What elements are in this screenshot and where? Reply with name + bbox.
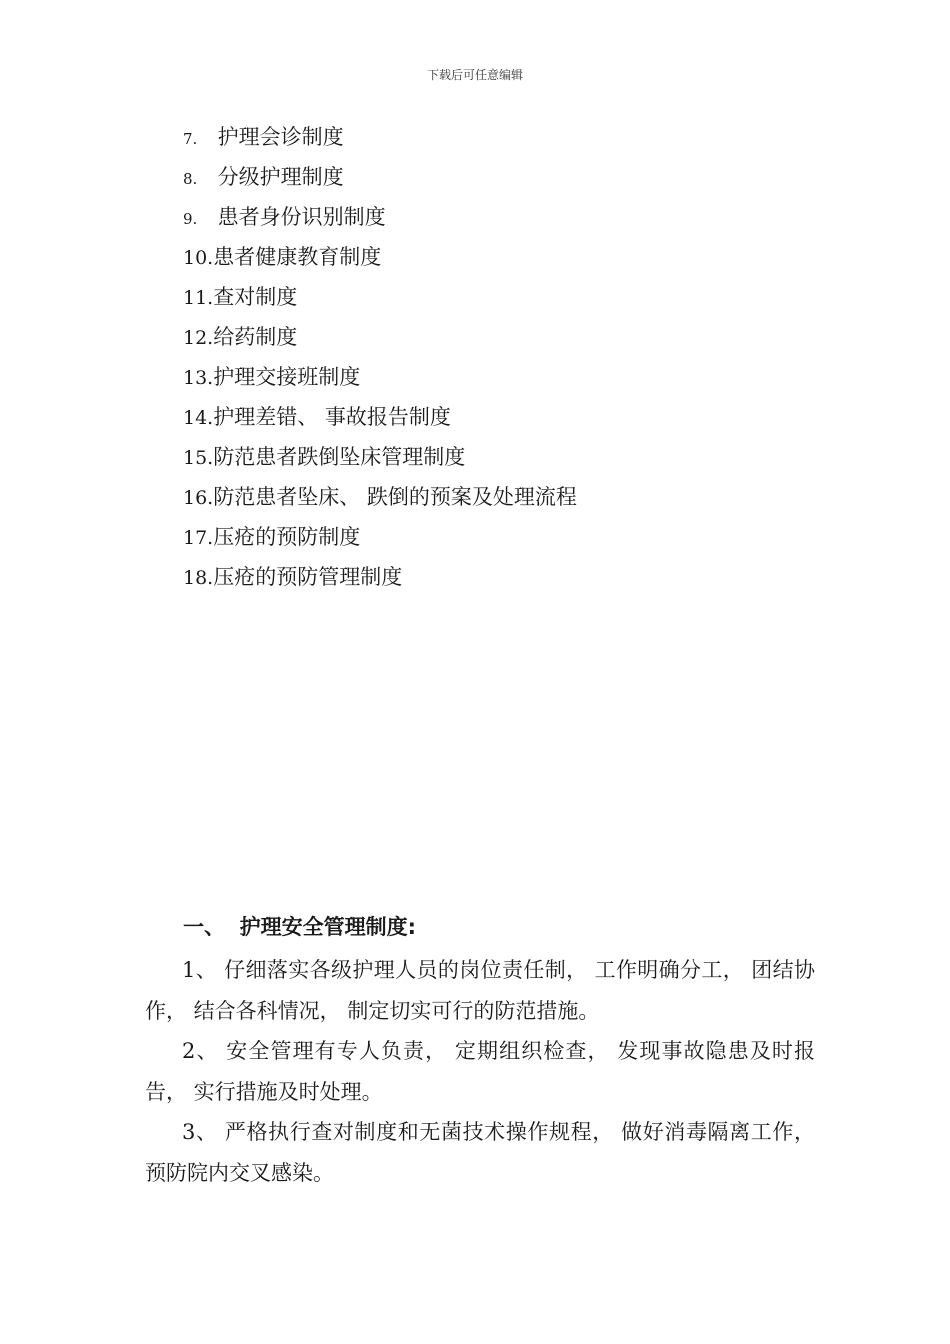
toc-item: [183, 397, 577, 437]
toc-item-text: 压疮的预防制度: [213, 525, 361, 549]
toc-item-number: 7.: [183, 130, 198, 148]
toc-item: [183, 277, 577, 317]
toc-item-number: 9.: [183, 210, 198, 228]
toc-item-text: 护理交接班制度: [213, 365, 361, 389]
paragraph-number: 2、: [182, 1039, 219, 1063]
toc-item-number: 12.: [183, 327, 214, 349]
toc-item: [183, 477, 577, 517]
toc-item-text: 给药制度: [213, 325, 298, 349]
toc-item: [183, 557, 577, 597]
toc-item-text: 患者身份识别制度: [211, 205, 386, 229]
toc-item-text: 查对制度: [213, 285, 298, 309]
toc-item-text: 患者健康教育制度: [213, 245, 382, 269]
toc-item: [183, 117, 577, 157]
page-header-note: 下载后可任意编辑: [426, 68, 523, 82]
toc-item: [183, 237, 577, 277]
toc-item-number: 11.: [183, 287, 214, 309]
toc-item-number: 14.: [183, 407, 214, 429]
paragraph-text: 安全管理有专人负责， 定期组织检查， 发现事故隐患及时报告， 实行措施及时处理。: [145, 1039, 815, 1104]
toc-item: [183, 197, 577, 237]
paragraph-number: 1、: [182, 958, 218, 982]
toc-item: [183, 357, 577, 397]
section-title: 一、 护理安全管理制度:: [183, 915, 417, 939]
toc-item-number: 17.: [183, 527, 214, 549]
paragraph: [145, 1031, 815, 1112]
table-of-contents: [183, 117, 577, 597]
toc-item-text: 护理差错、 事故报告制度: [213, 405, 451, 429]
toc-item-number: 18.: [183, 567, 214, 589]
section-body: [145, 950, 815, 1193]
paragraph-text: 仔细落实各级护理人员的岗位责任制， 工作明确分工， 团结协作， 结合各科情况， 制定切实可行的防范措施。: [145, 958, 815, 1023]
paragraph: [145, 1112, 815, 1193]
paragraph-text: 严格执行查对制度和无菌技术操作规程， 做好消毒隔离工作， 预防院内交叉感染。: [145, 1120, 815, 1185]
toc-item-text: 分级护理制度: [211, 165, 344, 189]
toc-item-number: 16.: [183, 487, 214, 509]
toc-item-text: 压疮的预防管理制度: [213, 565, 403, 589]
toc-item: [183, 317, 577, 357]
toc-item: [183, 517, 577, 557]
toc-item-number: 8.: [183, 170, 198, 188]
paragraph: [145, 950, 815, 1031]
toc-item-text: 防范患者跌倒坠床管理制度: [213, 445, 466, 469]
toc-item: [183, 157, 577, 197]
toc-item-text: 防范患者坠床、 跌倒的预案及处理流程: [213, 485, 577, 509]
toc-item-number: 10.: [183, 247, 214, 269]
toc-item: [183, 437, 577, 477]
toc-item-number: 13.: [183, 367, 214, 389]
toc-item-number: 15.: [183, 447, 214, 469]
paragraph-number: 3、: [182, 1120, 218, 1144]
toc-item-text: 护理会诊制度: [211, 125, 344, 149]
